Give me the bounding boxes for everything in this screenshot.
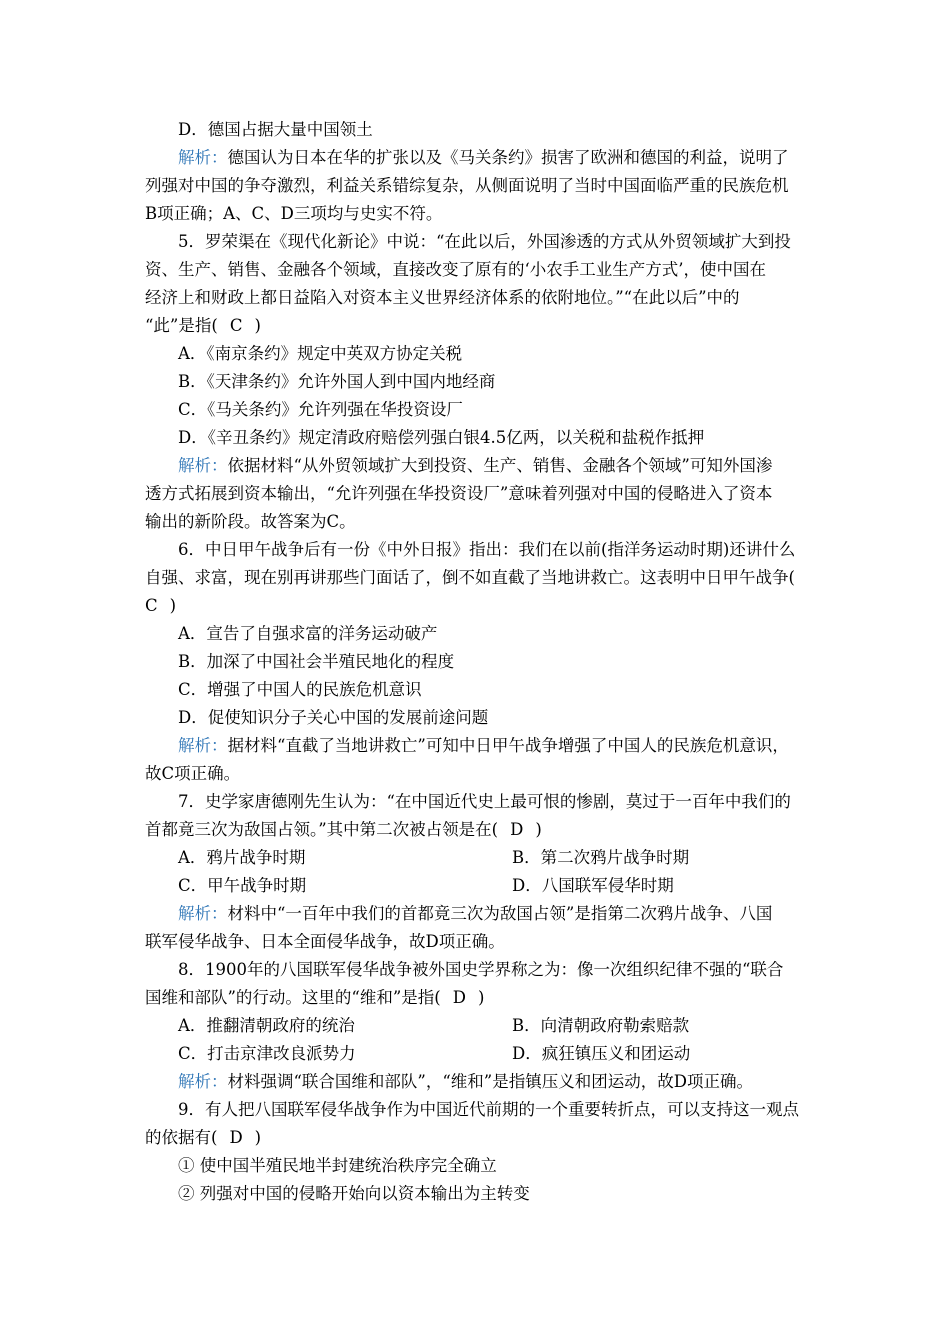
q9-answer: D [229,1128,243,1147]
q4-option-d: D．德国占据大量中国领土 [178,120,373,139]
q5-explanation-line-3: 输出的新阶段。故答案为C。 [145,512,356,531]
q6-explanation-text-1: 据材料“直截了当地讲救亡”可知中日甲午战争增强了中国人的民族危机意识， [227,736,789,755]
explanation-label: 解析： [178,736,228,755]
q8-stem-line-1: 8．1900年的八国联军侵华战争被外国史学界称之为：像一次组织纪律不强的“联合 [178,960,784,979]
q7-stem-close: ) [535,820,542,839]
q5-option-c: C．《马关条约》允许列强在华投资设厂 [178,400,463,419]
q8-explanation-line-1 [178,1068,815,1096]
q5-explanation-line-2: 透方式拓展到资本输出，“允许列强在华投资设厂”意味着列强对中国的侵略进入了资本 [145,484,773,503]
q7-stem-text: 首都竟三次为敌国占领。”其中第二次被占领是在( [145,820,499,839]
q9-stem-line-2 [145,1124,815,1152]
q5-option-d: D．《辛丑条约》规定清政府赔偿列强白银4.5亿两，以关税和盐税作抵押 [178,428,705,447]
q4-explanation-text-1: 德国认为日本在华的扩张以及《马关条约》损害了欧洲和德国的利益，说明了 [227,148,789,167]
q5-stem-line-3: 经济上和财政上都日益陷入对资本主义世界经济体系的依附地位。”“在此以后”中的 [145,288,740,307]
q5-stem-line-2: 资、生产、销售、金融各个领域，直接改变了原有的‘小农手工业生产方式’，使中国在 [145,260,766,279]
q6-explanation-line-1 [178,732,815,760]
q8-answer: D [452,988,466,1007]
q5-explanation-text-1: 依据材料“从外贸领域扩大到投资、生产、销售、金融各个领域”可知外国渗 [227,456,773,475]
q6-stem-line-3 [145,592,815,620]
q6-option-d: D．促使知识分子关心中国的发展前途问题 [178,708,489,727]
q5-stem-line-1: 5．罗荣渠在《现代化新论》中说：“在此以后，外国渗透的方式从外贸领域扩大到投 [178,232,791,251]
q5-explanation-line-1 [178,452,815,480]
q7-explanation-text-1: 材料中“一百年中我们的首都竟三次为敌国占领”是指第二次鸦片战争、八国 [227,904,773,923]
q4-explanation-line-1 [178,144,815,172]
q4-explanation-line-3: B项正确；A、C、D三项均与史实不符。 [145,204,443,223]
q6-stem-line-2: 自强、求富，现在别再讲那些门面话了，倒不如直截了当地讲救亡。这表明中日甲午战争( [145,568,795,587]
q7-option-d: D．八国联军侵华时期 [512,876,674,895]
q8-option-d: D．疯狂镇压义和团运动 [512,1044,691,1063]
q8-option-a: A．推翻清朝政府的统治 [178,1016,355,1035]
q5-stem-text: “此”是指( [145,316,218,335]
explanation-label: 解析： [178,1072,228,1091]
explanation-label: 解析： [178,904,228,923]
q6-stem-close: ) [169,596,177,615]
q7-answer: D [510,820,524,839]
q9-stem-text: 的依据有( [145,1128,218,1147]
q5-stem-close: ) [254,316,261,335]
q7-explanation-line-1 [178,900,815,928]
q9-item-1: ① 使中国半殖民地半封建统治秩序完全确立 [178,1156,497,1175]
q6-option-c: C．增强了中国人的民族危机意识 [178,680,422,699]
q6-option-a: A．宣告了自强求富的洋务运动破产 [178,624,438,643]
q8-stem-line-2 [145,984,815,1012]
q7-explanation-line-2: 联军侵华战争、日本全面侵华战争，故D项正确。 [145,932,505,951]
q8-explanation-text-1: 材料强调“联合国维和部队”，“维和”是指镇压义和团运动，故D项正确。 [227,1072,753,1091]
q5-option-a: A．《南京条约》规定中英双方协定关税 [178,344,463,363]
explanation-label: 解析： [178,456,228,475]
q8-stem-text: 国维和部队”的行动。这里的“维和”是指( [145,988,441,1007]
q6-explanation-line-2: 故C项正确。 [145,764,241,783]
q9-stem-close: ) [254,1128,262,1147]
q4-explanation-line-2: 列强对中国的争夺激烈，利益关系错综复杂，从侧面说明了当时中国面临严重的民族危机 [145,176,789,195]
q7-option-a: A．鸦片战争时期 [178,848,306,867]
explanation-label: 解析： [178,148,228,167]
q6-stem-line-1: 6．中日甲午战争后有一份《中外日报》指出：我们在以前(指洋务运动时期)还讲什么 [178,540,796,559]
q8-stem-close: ) [477,988,485,1007]
q7-option-c: C．甲午战争时期 [178,876,307,895]
q5-option-b: B．《天津条约》允许外国人到中国内地经商 [178,372,496,391]
q5-answer: C [229,316,243,335]
q9-item-2: ② 列强对中国的侵略开始向以资本输出为主转变 [178,1184,530,1203]
q8-option-b: B．向清朝政府勒索赔款 [512,1016,690,1035]
q7-stem-line-2 [145,816,815,844]
q8-option-c: C．打击京津改良派势力 [178,1044,356,1063]
q7-option-b: B．第二次鸦片战争时期 [512,848,690,867]
q5-stem-line-4 [145,312,815,340]
q7-stem-line-1: 7．史学家唐德刚先生认为：“在中国近代史上最可恨的惨剧，莫过于一百年中我们的 [178,792,791,811]
q9-stem-line-1: 9．有人把八国联军侵华战争作为中国近代前期的一个重要转折点，可以支持这一观点 [178,1100,799,1119]
q6-option-b: B．加深了中国社会半殖民地化的程度 [178,652,455,671]
q6-answer: C [145,596,158,615]
